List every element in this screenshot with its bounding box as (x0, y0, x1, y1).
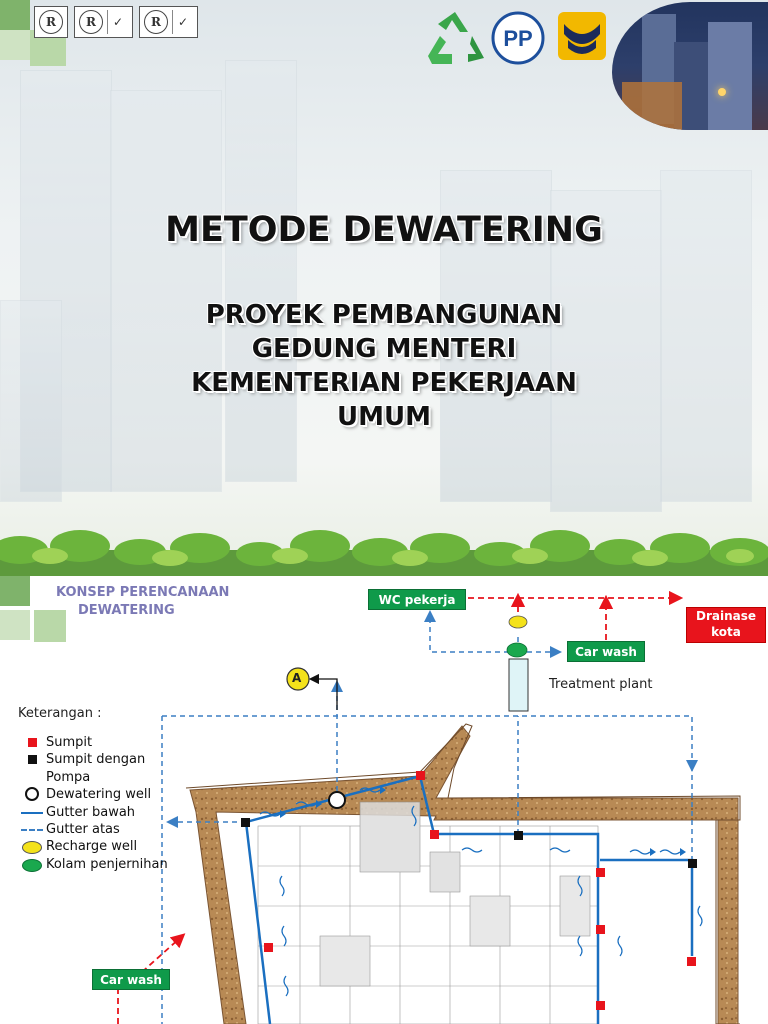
black-square-icon (28, 755, 37, 764)
subtitle-line: UMUM (337, 402, 431, 432)
check-icon: ✓ (107, 10, 128, 34)
legend-item (18, 752, 168, 769)
flow-arrow (462, 848, 482, 852)
sumpit-pompa (688, 859, 697, 868)
sumpit (416, 771, 425, 780)
legend-item (18, 735, 168, 752)
registered-mark: R (144, 10, 168, 34)
background-building (0, 300, 62, 502)
wc-pekerja-label: WC pekerja (368, 589, 466, 610)
gutter-atas (162, 716, 692, 766)
flow-arrow (630, 850, 650, 854)
drainase-line: Drainase (695, 609, 756, 623)
registered-mark: R (39, 10, 63, 34)
heading-line: DEWATERING (78, 603, 175, 618)
flow-arrowhead (680, 848, 686, 856)
legend-text: Kolam penjernihan (46, 856, 168, 872)
gutter-atas (430, 616, 518, 652)
green-ellipse-icon (22, 859, 42, 872)
check-icon: ✓ (172, 10, 193, 34)
arrow-to-a (314, 679, 337, 710)
sumpit (596, 1001, 605, 1010)
legend-item (18, 839, 168, 856)
sumpit (596, 868, 605, 877)
gutter-bawah (600, 860, 692, 956)
legend-text: Pompa (46, 769, 91, 785)
floor-plan (258, 802, 598, 1024)
open-circle-icon (25, 787, 39, 801)
red-square-icon (28, 738, 37, 747)
legend-text: Gutter bawah (46, 804, 136, 820)
legend-item (18, 822, 168, 839)
registered-mark: R (79, 10, 103, 34)
kolam-penjernihan (507, 643, 527, 657)
marker-a-label: A (292, 671, 302, 685)
decor-square (0, 0, 30, 30)
dewatering-concept-slide (0, 576, 768, 1024)
heading-line: KONSEP PERENCANAAN (56, 585, 230, 600)
certification-badge (74, 6, 133, 38)
legend-item (18, 770, 168, 787)
legend-text: Gutter atas (46, 821, 120, 837)
pp-logo (490, 10, 546, 66)
flow-arrow (660, 850, 680, 854)
subtitle-line: GEDUNG MENTERI (251, 334, 517, 364)
yellow-ellipse-icon (22, 841, 42, 854)
slide-title: METODE DEWATERING (165, 210, 603, 250)
wika-logo (556, 10, 608, 62)
flow-arrow (282, 926, 286, 946)
flow-arrow (550, 848, 570, 852)
soil-wall (190, 726, 738, 1024)
subtitle-line: PROYEK PEMBANGUNAN (205, 300, 563, 330)
svg-text:PP: PP (503, 26, 533, 51)
sumpit (596, 925, 605, 934)
certification-badge (139, 6, 198, 38)
sumpit-pompa (514, 831, 523, 840)
outflow-line (142, 938, 180, 972)
solid-line-icon (21, 812, 43, 814)
car-wash-label: Car wash (567, 641, 645, 662)
drainase-kota-label (686, 607, 766, 643)
legend-text: Dewatering well (46, 787, 152, 803)
sumpit (687, 957, 696, 966)
legend-text: Sumpit dengan (46, 752, 146, 768)
sumpit-pompa (241, 818, 250, 827)
car-wash-label: Car wash (92, 969, 170, 990)
building-photo (612, 2, 768, 130)
flow-arrow (280, 876, 284, 896)
legend-item (18, 805, 168, 822)
recycle-logo (424, 10, 486, 66)
leaf-border (0, 520, 768, 576)
soil-wall (186, 724, 740, 1024)
flow-arrowhead (650, 848, 656, 856)
drainase-line: kota (711, 625, 741, 639)
subtitle-line: KEMENTERIAN PEKERJAAN (191, 368, 577, 398)
dashed-line-icon (21, 829, 43, 831)
certification-badges (34, 6, 198, 38)
legend-item (18, 787, 168, 804)
sumpit (264, 943, 273, 952)
flow-arrow (698, 906, 702, 926)
legend-text: Sumpit (46, 735, 93, 750)
certification-badge (34, 6, 68, 38)
flow-arrow (618, 936, 622, 956)
legend-item (18, 857, 168, 874)
legend (18, 706, 168, 874)
legend-title: Keterangan : (18, 706, 102, 721)
dewatering-well (329, 792, 345, 808)
decor-square (0, 30, 30, 60)
recharge-well (509, 616, 527, 628)
treatment-plant-label: Treatment plant (549, 677, 653, 692)
sumpit (430, 830, 439, 839)
slide-subtitle (130, 298, 638, 434)
legend-text: Recharge well (46, 839, 138, 855)
treatment-plant-tank (509, 659, 528, 711)
